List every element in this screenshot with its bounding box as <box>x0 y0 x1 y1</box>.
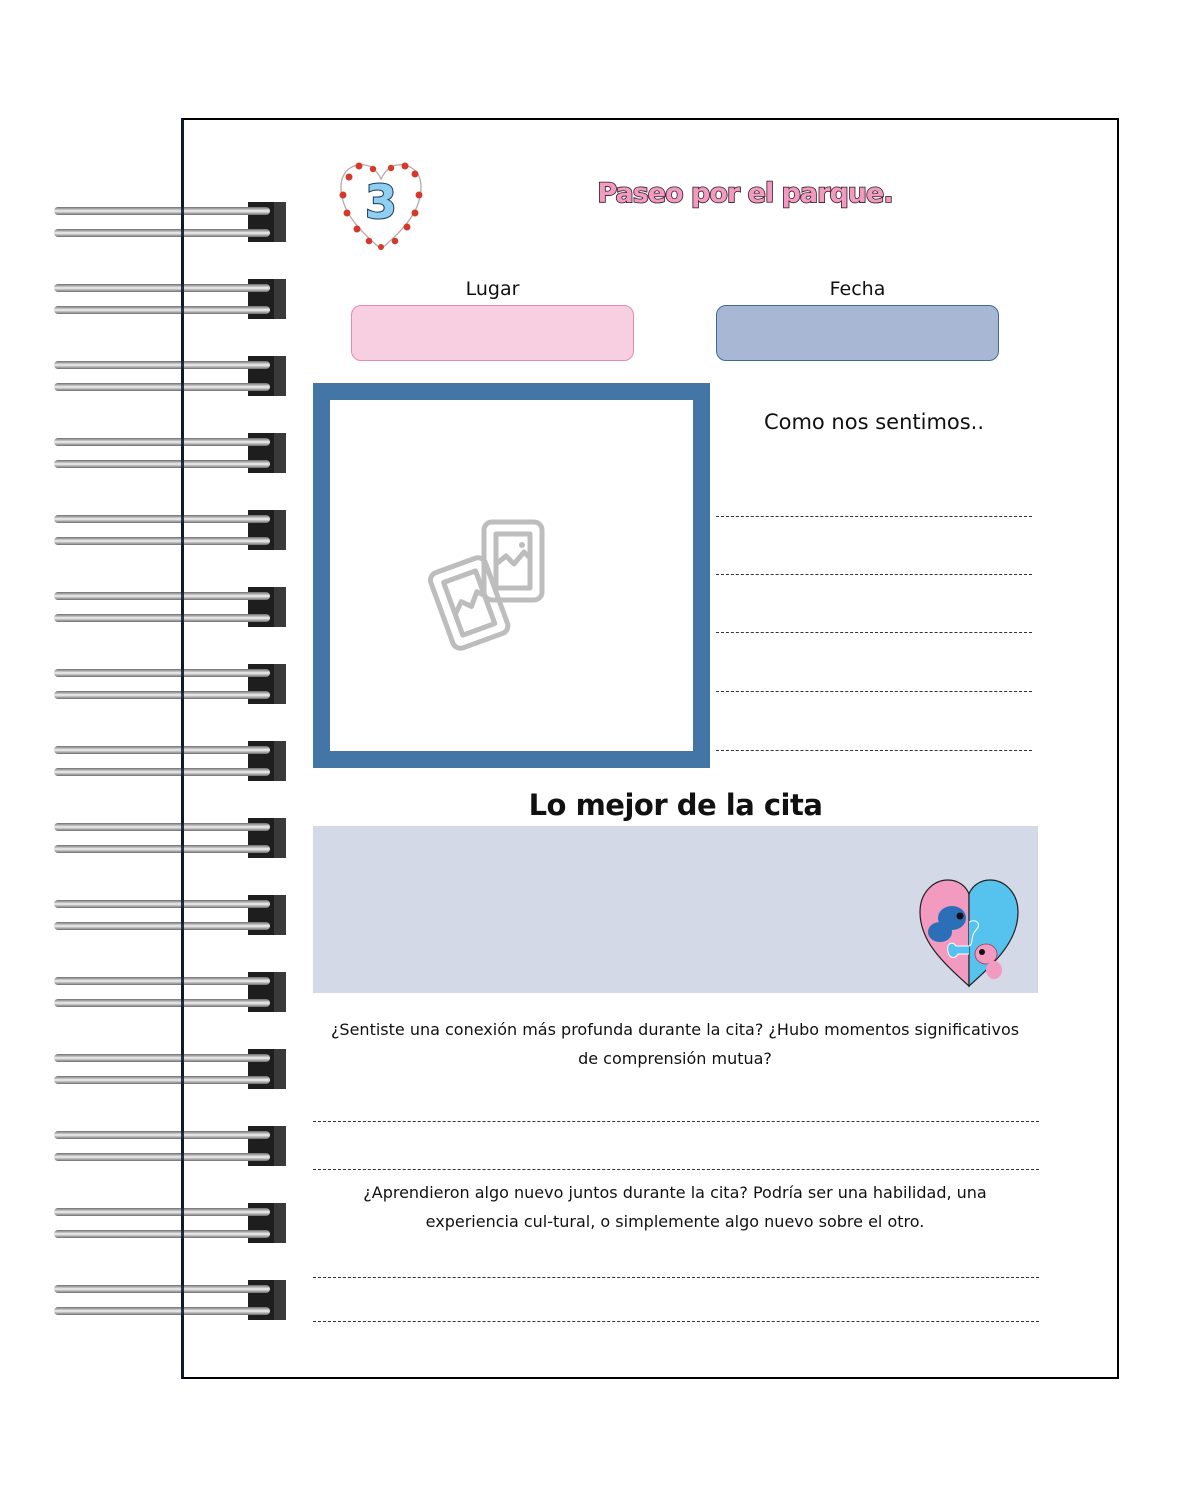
spiral-ring <box>52 895 292 937</box>
question-learned: ¿Aprendieron algo nuevo juntos durante la cita? Podría ser una habilidad, una experiencia cul-tural, o simplemente algo nuevo sobre el otro. <box>363 1183 987 1231</box>
answer-line-1[interactable] <box>313 1121 1039 1122</box>
photos-icon <box>422 512 562 652</box>
feelings-line-5[interactable] <box>716 750 1032 751</box>
puzzle-heart-couple-icon <box>916 874 1022 990</box>
fecha-field[interactable] <box>716 305 999 361</box>
lugar-label: Lugar <box>465 278 520 300</box>
spiral-ring <box>52 972 292 1014</box>
floral-heart-number-badge <box>335 157 427 255</box>
feelings-title: Como nos sentimos.. <box>763 410 985 434</box>
question-connection: ¿Sentiste una conexión más profunda durante la cita? ¿Hubo momentos significativos de comprensión mutua? <box>330 1020 1020 1068</box>
spiral-ring <box>52 664 292 706</box>
page-title: Paseo por el parque. <box>597 178 893 209</box>
spiral-ring <box>52 279 292 321</box>
spiral-ring <box>52 510 292 552</box>
lugar-field[interactable] <box>351 305 634 361</box>
spiral-ring <box>52 1203 292 1245</box>
spiral-ring <box>52 202 292 244</box>
best-of-date-title: Lo mejor de la cita <box>528 788 823 822</box>
spiral-ring <box>52 818 292 860</box>
spiral-ring <box>52 1126 292 1168</box>
answer-line-2[interactable] <box>313 1169 1039 1170</box>
answer-line-3[interactable] <box>313 1277 1039 1278</box>
spiral-ring <box>52 356 292 398</box>
fecha-label: Fecha <box>829 278 886 300</box>
feelings-line-4[interactable] <box>716 691 1032 692</box>
best-of-date-box[interactable] <box>313 826 1038 993</box>
feelings-line-3[interactable] <box>716 632 1032 633</box>
spiral-ring <box>52 741 292 783</box>
badge-number: 3 <box>364 175 397 229</box>
answer-line-4[interactable] <box>313 1321 1039 1322</box>
spiral-ring <box>52 1049 292 1091</box>
spiral-ring <box>52 1280 292 1322</box>
photo-frame[interactable] <box>313 383 710 768</box>
spiral-ring <box>52 433 292 475</box>
spiral-ring <box>52 587 292 629</box>
feelings-line-2[interactable] <box>716 574 1032 575</box>
feelings-line-1[interactable] <box>716 516 1032 517</box>
